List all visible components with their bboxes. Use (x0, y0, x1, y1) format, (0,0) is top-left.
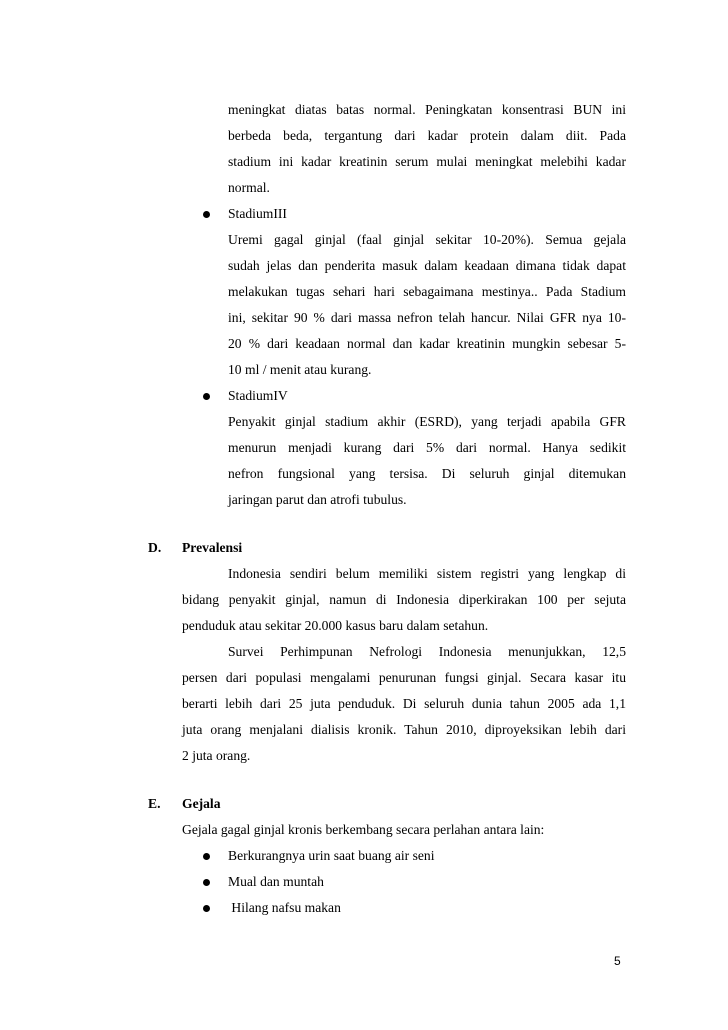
prevalence-paragraph-line: persen dari populasi mengalami penurunan fungsi ginjal. Secara kasar itu (182, 670, 626, 685)
section-d-title: Prevalensi (182, 540, 243, 555)
stage-four-text-line: nefron fungsional yang tersisa. Di seluruh ginjal ditemukan (228, 466, 626, 481)
stage-three-text-line: sudah jelas dan penderita masuk dalam keadaan dimana tidak dapat (228, 258, 626, 273)
prevalence-paragraph-line: juta orang menjalani dialisis kronik. Tahun 2010, diproyeksikan lebih dari (182, 722, 626, 737)
stage-three-text-line: melakukan tugas sehari hari sebagaimana mestinya.. Pada Stadium (228, 284, 626, 299)
page-number: 5 (614, 954, 621, 968)
section-e-heading (148, 795, 221, 813)
section-e-letter: E. (148, 796, 161, 811)
bullet-icon (203, 905, 210, 912)
stage-two-text-line: meningkat diatas batas normal. Peningkatan konsentrasi BUN ini (228, 102, 626, 117)
stage-three-text-line: 20 % dari keadaan normal dan kadar kreatinin mungkin sebesar 5- (228, 336, 626, 351)
prevalence-paragraph-line: penduduk atau sekitar 20.000 kasus baru dalam setahun. (182, 618, 489, 633)
prevalence-paragraph-line: berarti lebih dari 25 juta penduduk. Di seluruh dunia tahun 2005 ada 1,1 (182, 696, 626, 711)
stage-three-text-line: Uremi gagal ginjal (faal ginjal sekitar 10-20%). Semua gejala (228, 232, 626, 247)
prevalence-paragraph-line: Survei Perhimpunan Nefrologi Indonesia menunjukkan, 12,5 (228, 644, 626, 659)
stage-two-text-line: berbeda beda, tergantung dari kadar protein dalam diit. Pada (228, 128, 626, 143)
stage-three-text-line: ini, sekitar 90 % dari massa nefron telah hancur. Nilai GFR nya 10- (228, 310, 626, 325)
symptom-item: Berkurangnya urin saat buang air seni (228, 848, 435, 863)
prevalence-paragraph-line: Indonesia sendiri belum memiliki sistem registri yang lengkap di (228, 566, 626, 581)
stage-two-text-line: normal. (228, 180, 270, 195)
stage-four-title: StadiumIV (228, 388, 288, 403)
symptoms-intro: Gejala gagal ginjal kronis berkembang secara perlahan antara lain: (182, 822, 545, 837)
stage-four-text-line: jaringan parut dan atrofi tubulus. (228, 492, 407, 507)
stage-three-title: StadiumIII (228, 206, 287, 221)
section-e-title: Gejala (182, 796, 221, 811)
stage-four-text-line: Penyakit ginjal stadium akhir (ESRD), yang terjadi apabila GFR (228, 414, 626, 429)
bullet-icon (203, 211, 210, 218)
bullet-icon (203, 393, 210, 400)
stage-three-text-line: 10 ml / menit atau kurang. (228, 362, 372, 377)
prevalence-paragraph-line: 2 juta orang. (182, 748, 251, 763)
stage-four-text-line: menurun menjadi kurang dari 5% dari normal. Hanya sedikit (228, 440, 626, 455)
symptom-item: Hilang nafsu makan (228, 900, 341, 915)
prevalence-paragraph-line: bidang penyakit ginjal, namun di Indonesia diperkirakan 100 per sejuta (182, 592, 626, 607)
stage-two-text-line: stadium ini kadar kreatinin serum mulai meningkat melebihi kadar (228, 154, 626, 169)
section-d-letter: D. (148, 540, 162, 555)
section-d-heading (148, 539, 242, 557)
symptom-item: Mual dan muntah (228, 874, 324, 889)
bullet-icon (203, 879, 210, 886)
bullet-icon (203, 853, 210, 860)
